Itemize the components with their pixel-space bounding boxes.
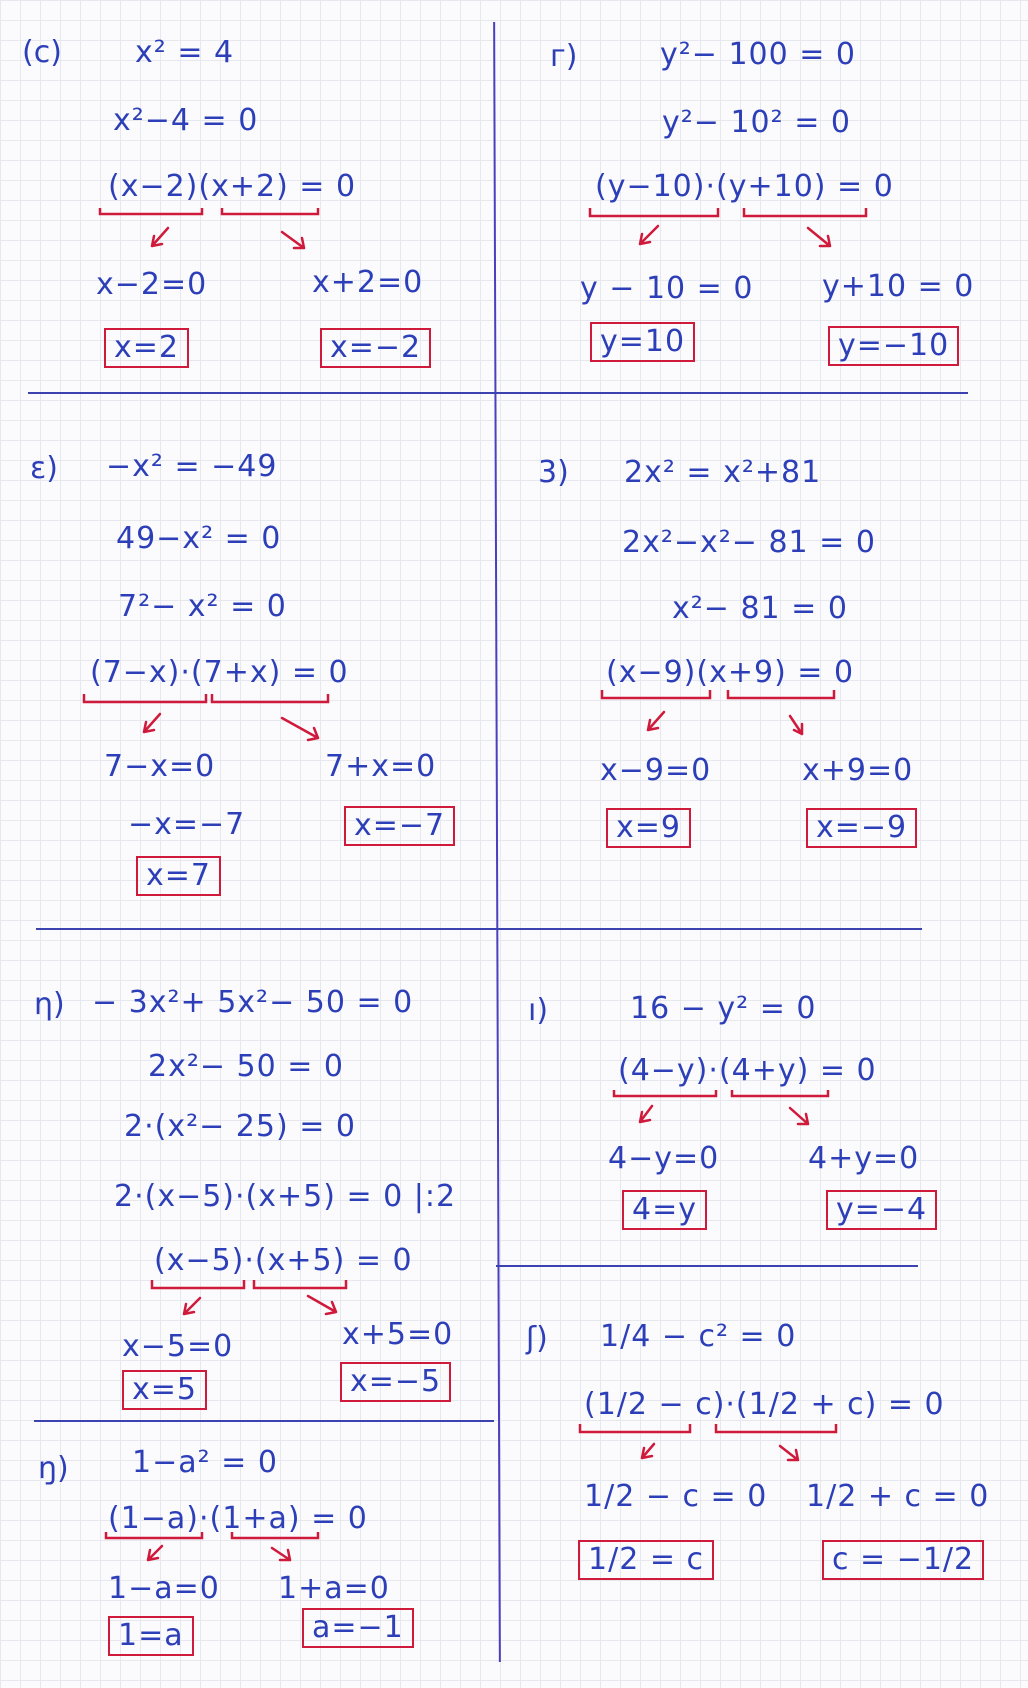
underbrace xyxy=(732,1090,828,1096)
equation-line: x² = 4 xyxy=(135,35,235,70)
underbrace xyxy=(590,208,718,216)
equation-line: 1−a² = 0 xyxy=(132,1445,278,1480)
left-arrow-icon xyxy=(184,1298,200,1314)
equation-line: 7²− x² = 0 xyxy=(118,589,287,624)
equation-line: −x=−7 xyxy=(128,807,246,842)
equation-line: 49−x² = 0 xyxy=(116,521,282,556)
equation-line: 7−x=0 xyxy=(104,749,216,784)
right-arrow-icon xyxy=(790,716,802,734)
answer-box: x=7 xyxy=(136,856,221,896)
underbrace xyxy=(152,1280,244,1288)
underbrace xyxy=(100,208,202,214)
answer-box: x=9 xyxy=(606,808,691,848)
answer-box: c = −1/2 xyxy=(822,1540,984,1580)
equation-line: x+2=0 xyxy=(312,265,424,300)
equation-line: 2x²−x²− 81 = 0 xyxy=(622,525,876,560)
equation-line: x−2=0 xyxy=(96,267,208,302)
right-arrow-icon xyxy=(272,1548,290,1560)
equation-line: x+9=0 xyxy=(802,753,914,788)
equation-line: (1/2 − c)·(1/2 + c) = 0 xyxy=(584,1387,945,1422)
left-arrow-icon xyxy=(640,1106,652,1122)
equation-line: 2·(x−5)·(x+5) = 0 |:2 xyxy=(114,1179,457,1214)
underbrace xyxy=(254,1280,346,1288)
underbrace xyxy=(602,690,710,698)
equation-line: 4+y=0 xyxy=(808,1141,920,1176)
underbrace xyxy=(232,1532,318,1538)
equation-line: y²− 100 = 0 xyxy=(660,37,857,72)
equation-line: (1−a)·(1+a) = 0 xyxy=(108,1501,368,1536)
equation-line: y²− 10² = 0 xyxy=(662,105,851,140)
right-arrow-icon xyxy=(780,1446,798,1460)
equation-line: 1/2 − c = 0 xyxy=(584,1479,768,1514)
answer-box: 1/2 = c xyxy=(578,1540,714,1580)
underbrace xyxy=(744,208,866,216)
right-arrow-icon xyxy=(308,1296,336,1314)
equation-line: x−9=0 xyxy=(600,753,712,788)
equation-line: 2·(x²− 25) = 0 xyxy=(124,1109,356,1144)
underbrace xyxy=(222,208,318,214)
equation-line: x²−4 = 0 xyxy=(113,103,259,138)
equation-line: 7+x=0 xyxy=(325,749,437,784)
right-arrow-icon xyxy=(282,232,304,248)
right-arrow-icon xyxy=(790,1108,808,1124)
equation-line: x+5=0 xyxy=(342,1317,454,1352)
underbrace xyxy=(614,1090,716,1096)
left-arrow-icon xyxy=(144,714,160,732)
answer-box: y=−4 xyxy=(826,1190,937,1230)
equation-line: x−5=0 xyxy=(122,1329,234,1364)
right-arrow-icon xyxy=(808,228,830,246)
answer-box: x=−2 xyxy=(320,328,431,368)
left-arrow-icon xyxy=(148,1546,162,1560)
equation-line: 1+a=0 xyxy=(278,1571,390,1606)
equation-line: x²− 81 = 0 xyxy=(672,591,848,626)
answer-box: y=10 xyxy=(590,322,695,362)
section-label: ŋ) xyxy=(38,1451,69,1486)
answer-box: x=−7 xyxy=(344,806,455,846)
equation-line: (4−y)·(4+y) = 0 xyxy=(618,1053,877,1088)
underbrace xyxy=(106,1532,202,1538)
answer-box: x=2 xyxy=(104,328,189,368)
section-label: ε) xyxy=(30,451,58,486)
section-label: ʃ) xyxy=(526,1321,548,1356)
equation-line: 2x² = x²+81 xyxy=(624,455,822,490)
underbrace xyxy=(212,694,328,702)
section-label: η) xyxy=(34,987,65,1022)
equation-line: (7−x)·(7+x) = 0 xyxy=(90,655,349,690)
answer-box: 4=y xyxy=(622,1190,707,1230)
equation-line: 16 − y² = 0 xyxy=(630,991,817,1026)
equation-line: 1−a=0 xyxy=(108,1571,220,1606)
underbrace xyxy=(84,694,206,702)
answer-box: y=−10 xyxy=(828,326,959,366)
left-arrow-icon xyxy=(640,226,658,244)
underbrace xyxy=(728,690,834,698)
equation-line: (x−2)(x+2) = 0 xyxy=(108,169,357,204)
underbrace xyxy=(580,1424,690,1432)
equation-line: 1/2 + c = 0 xyxy=(806,1479,990,1514)
left-arrow-icon xyxy=(648,712,664,730)
answer-box: a=−1 xyxy=(302,1608,414,1648)
left-arrow-icon xyxy=(152,228,168,246)
equation-line: y+10 = 0 xyxy=(822,269,975,304)
answer-box: x=5 xyxy=(122,1370,207,1410)
section-label: г) xyxy=(550,39,578,74)
answer-box: x=−9 xyxy=(806,808,917,848)
equation-line: −x² = −49 xyxy=(106,449,278,484)
equation-line: 1/4 − c² = 0 xyxy=(600,1319,797,1354)
answer-box: x=−5 xyxy=(340,1362,451,1402)
equation-line: − 3x²+ 5x²− 50 = 0 xyxy=(92,985,414,1020)
underbrace xyxy=(716,1424,836,1432)
answer-box: 1=a xyxy=(108,1616,194,1656)
equation-line: 2x²− 50 = 0 xyxy=(148,1049,345,1084)
section-label: 3) xyxy=(538,455,569,490)
equation-line: y − 10 = 0 xyxy=(580,271,754,306)
right-arrow-icon xyxy=(282,718,318,740)
equation-line: 4−y=0 xyxy=(608,1141,720,1176)
section-label: ı) xyxy=(528,993,549,1028)
equation-line: (x−5)·(x+5) = 0 xyxy=(154,1243,413,1278)
equation-line: (x−9)(x+9) = 0 xyxy=(606,655,855,690)
left-arrow-icon xyxy=(642,1444,654,1458)
section-label: (c) xyxy=(22,35,62,70)
equation-line: (y−10)·(y+10) = 0 xyxy=(595,169,894,204)
